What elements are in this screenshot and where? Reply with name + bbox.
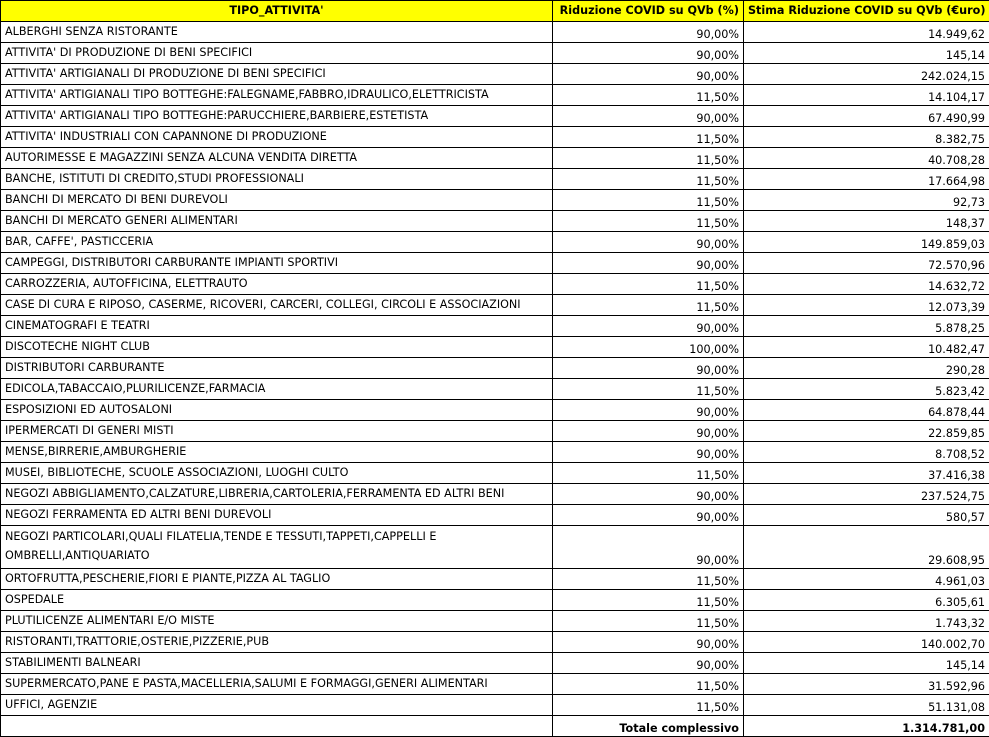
- table-row: [1, 106, 989, 127]
- amount-cell[interactable]: 14.632,72: [744, 274, 989, 295]
- header-activity[interactable]: TIPO_ATTIVITA': [1, 1, 553, 22]
- amount-cell[interactable]: 6.305,61: [744, 590, 989, 611]
- activity-cell[interactable]: RISTORANTI,TRATTORIE,OSTERIE,PIZZERIE,PUB: [1, 632, 553, 653]
- amount-cell[interactable]: 12.073,39: [744, 295, 989, 316]
- table-row: [1, 127, 989, 148]
- activity-cell[interactable]: IPERMERCATI DI GENERI MISTI: [1, 421, 553, 442]
- percent-cell[interactable]: 11,50%: [553, 169, 744, 190]
- amount-cell[interactable]: 237.524,75: [744, 484, 989, 505]
- table-row: [1, 295, 989, 316]
- amount-cell[interactable]: 4.961,03: [744, 569, 989, 590]
- percent-cell[interactable]: 90,00%: [553, 106, 744, 127]
- percent-cell[interactable]: 90,00%: [553, 358, 744, 379]
- amount-cell[interactable]: 29.608,95: [744, 526, 989, 569]
- total-spacer: [1, 716, 553, 737]
- table-row: [1, 211, 989, 232]
- amount-cell[interactable]: 67.490,99: [744, 106, 989, 127]
- percent-cell[interactable]: 11,50%: [553, 85, 744, 106]
- amount-cell[interactable]: 140.002,70: [744, 632, 989, 653]
- total-label[interactable]: Totale complessivo: [553, 716, 744, 737]
- activity-cell[interactable]: STABILIMENTI BALNEARI: [1, 653, 553, 674]
- table-row: [1, 569, 989, 590]
- activity-cell[interactable]: MUSEI, BIBLIOTECHE, SCUOLE ASSOCIAZIONI, LUOGHI CULTO: [1, 463, 553, 484]
- percent-cell[interactable]: 90,00%: [553, 64, 744, 85]
- header-amount[interactable]: Stima Riduzione COVID su QVb (€uro): [744, 1, 989, 22]
- percent-cell[interactable]: 90,00%: [553, 22, 744, 43]
- amount-cell[interactable]: 1.743,32: [744, 611, 989, 632]
- amount-cell[interactable]: 14.104,17: [744, 85, 989, 106]
- percent-cell[interactable]: 90,00%: [553, 400, 744, 421]
- amount-cell[interactable]: 149.859,03: [744, 232, 989, 253]
- activity-cell[interactable]: OSPEDALE: [1, 590, 553, 611]
- table-row: [1, 463, 989, 484]
- activity-cell[interactable]: BANCHI DI MERCATO GENERI ALIMENTARI: [1, 211, 553, 232]
- percent-cell[interactable]: 11,50%: [553, 190, 744, 211]
- activity-cell[interactable]: CASE DI CURA E RIPOSO, CASERME, RICOVERI, CARCERI, COLLEGI, CIRCOLI E ASSOCIAZIONI: [1, 295, 553, 316]
- activity-cell[interactable]: ORTOFRUTTA,PESCHERIE,FIORI E PIANTE,PIZZA AL TAGLIO: [1, 569, 553, 590]
- amount-cell[interactable]: 22.859,85: [744, 421, 989, 442]
- activity-cell[interactable]: ATTIVITA' ARTIGIANALI TIPO BOTTEGHE:PARUCCHIERE,BARBIERE,ESTETISTA: [1, 106, 553, 127]
- table-row: [1, 526, 989, 569]
- activity-cell[interactable]: ATTIVITA' ARTIGIANALI TIPO BOTTEGHE:FALEGNAME,FABBRO,IDRAULICO,ELETTRICISTA: [1, 85, 553, 106]
- amount-cell[interactable]: 5.878,25: [744, 316, 989, 337]
- percent-cell[interactable]: 11,50%: [553, 379, 744, 400]
- amount-cell[interactable]: 17.664,98: [744, 169, 989, 190]
- amount-cell[interactable]: 145,14: [744, 653, 989, 674]
- table-row: [1, 442, 989, 463]
- percent-cell[interactable]: 90,00%: [553, 653, 744, 674]
- activity-cell[interactable]: ATTIVITA' ARTIGIANALI DI PRODUZIONE DI BENI SPECIFICI: [1, 64, 553, 85]
- table-row: [1, 337, 989, 358]
- amount-cell[interactable]: 145,14: [744, 43, 989, 64]
- percent-cell[interactable]: 90,00%: [553, 43, 744, 64]
- amount-cell[interactable]: 8.382,75: [744, 127, 989, 148]
- table-row: [1, 505, 989, 526]
- table-row: [1, 379, 989, 400]
- table-row: [1, 232, 989, 253]
- table-row: [1, 85, 989, 106]
- total-row: [1, 716, 989, 737]
- table-row: [1, 358, 989, 379]
- percent-cell[interactable]: 11,50%: [553, 148, 744, 169]
- table-row: [1, 674, 989, 695]
- percent-cell[interactable]: 90,00%: [553, 316, 744, 337]
- header-percent[interactable]: Riduzione COVID su QVb (%): [553, 1, 744, 22]
- activity-cell[interactable]: NEGOZI ABBIGLIAMENTO,CALZATURE,LIBRERIA,CARTOLERIA,FERRAMENTA ED ALTRI BENI: [1, 484, 553, 505]
- amount-cell[interactable]: 92,73: [744, 190, 989, 211]
- percent-cell[interactable]: 11,50%: [553, 127, 744, 148]
- table-row: [1, 253, 989, 274]
- amount-cell[interactable]: 10.482,47: [744, 337, 989, 358]
- percent-cell[interactable]: 90,00%: [553, 505, 744, 526]
- table-row: [1, 590, 989, 611]
- amount-cell[interactable]: 148,37: [744, 211, 989, 232]
- percent-cell[interactable]: 90,00%: [553, 442, 744, 463]
- header-row: [1, 1, 989, 22]
- amount-cell[interactable]: 64.878,44: [744, 400, 989, 421]
- activity-cell[interactable]: ATTIVITA' DI PRODUZIONE DI BENI SPECIFICI: [1, 43, 553, 64]
- activity-cell[interactable]: UFFICI, AGENZIE: [1, 695, 553, 716]
- activity-cell[interactable]: ALBERGHI SENZA RISTORANTE: [1, 22, 553, 43]
- percent-cell[interactable]: 11,50%: [553, 674, 744, 695]
- percent-cell[interactable]: 11,50%: [553, 274, 744, 295]
- activity-cell[interactable]: BANCHE, ISTITUTI DI CREDITO,STUDI PROFESSIONALI: [1, 169, 553, 190]
- table-row: [1, 43, 989, 64]
- activity-cell[interactable]: NEGOZI PARTICOLARI,QUALI FILATELIA,TENDE E TESSUTI,TAPPETI,CAPPELLI E OMBRELLI,ANTIQUARIATO: [1, 526, 553, 569]
- percent-cell[interactable]: 11,50%: [553, 590, 744, 611]
- amount-cell[interactable]: 290,28: [744, 358, 989, 379]
- activity-cell[interactable]: BAR, CAFFE', PASTICCERIA: [1, 232, 553, 253]
- percent-cell[interactable]: 11,50%: [553, 463, 744, 484]
- activity-cell[interactable]: EDICOLA,TABACCAIO,PLURILICENZE,FARMACIA: [1, 379, 553, 400]
- activity-cell[interactable]: PLUTILICENZE ALIMENTARI E/O MISTE: [1, 611, 553, 632]
- activity-cell[interactable]: CAMPEGGI, DISTRIBUTORI CARBURANTE IMPIANTI SPORTIVI: [1, 253, 553, 274]
- percent-cell[interactable]: 11,50%: [553, 569, 744, 590]
- table-row: [1, 190, 989, 211]
- total-amount[interactable]: 1.314.781,00: [744, 716, 989, 737]
- table-row: [1, 274, 989, 295]
- percent-cell[interactable]: 90,00%: [553, 632, 744, 653]
- table-row: [1, 632, 989, 653]
- activity-cell[interactable]: NEGOZI FERRAMENTA ED ALTRI BENI DUREVOLI: [1, 505, 553, 526]
- table-row: [1, 169, 989, 190]
- table-row: [1, 148, 989, 169]
- percent-cell[interactable]: 11,50%: [553, 211, 744, 232]
- activity-cell[interactable]: SUPERMERCATO,PANE E PASTA,MACELLERIA,SALUMI E FORMAGGI,GENERI ALIMENTARI: [1, 674, 553, 695]
- percent-cell[interactable]: 100,00%: [553, 337, 744, 358]
- activity-cell[interactable]: MENSE,BIRRERIE,AMBURGHERIE: [1, 442, 553, 463]
- activity-cell[interactable]: CARROZZERIA, AUTOFFICINA, ELETTRAUTO: [1, 274, 553, 295]
- table-row: [1, 22, 989, 43]
- amount-cell[interactable]: 40.708,28: [744, 148, 989, 169]
- table-row: [1, 400, 989, 421]
- table-row: [1, 64, 989, 85]
- percent-cell[interactable]: 11,50%: [553, 695, 744, 716]
- amount-cell[interactable]: 242.024,15: [744, 64, 989, 85]
- table-row: [1, 421, 989, 442]
- amount-cell[interactable]: 5.823,42: [744, 379, 989, 400]
- activity-cell[interactable]: DISCOTECHE NIGHT CLUB: [1, 337, 553, 358]
- activity-cell[interactable]: ATTIVITA' INDUSTRIALI CON CAPANNONE DI PRODUZIONE: [1, 127, 553, 148]
- amount-cell[interactable]: 14.949,62: [744, 22, 989, 43]
- percent-cell[interactable]: 90,00%: [553, 232, 744, 253]
- table-row: [1, 653, 989, 674]
- table-row: [1, 611, 989, 632]
- amount-cell[interactable]: 51.131,08: [744, 695, 989, 716]
- percent-cell[interactable]: 11,50%: [553, 295, 744, 316]
- amount-cell[interactable]: 37.416,38: [744, 463, 989, 484]
- amount-cell[interactable]: 580,57: [744, 505, 989, 526]
- percent-cell[interactable]: 90,00%: [553, 526, 744, 569]
- amount-cell[interactable]: 8.708,52: [744, 442, 989, 463]
- percent-cell[interactable]: 11,50%: [553, 611, 744, 632]
- percent-cell[interactable]: 90,00%: [553, 421, 744, 442]
- table-row: [1, 484, 989, 505]
- table-row: [1, 695, 989, 716]
- activity-cell[interactable]: DISTRIBUTORI CARBURANTE: [1, 358, 553, 379]
- amount-cell[interactable]: 31.592,96: [744, 674, 989, 695]
- activity-cell[interactable]: BANCHI DI MERCATO DI BENI DUREVOLI: [1, 190, 553, 211]
- percent-cell[interactable]: 90,00%: [553, 484, 744, 505]
- percent-cell[interactable]: 90,00%: [553, 253, 744, 274]
- activity-cell[interactable]: AUTORIMESSE E MAGAZZINI SENZA ALCUNA VENDITA DIRETTA: [1, 148, 553, 169]
- amount-cell[interactable]: 72.570,96: [744, 253, 989, 274]
- activity-cell[interactable]: CINEMATOGRAFI E TEATRI: [1, 316, 553, 337]
- activity-cell[interactable]: ESPOSIZIONI ED AUTOSALONI: [1, 400, 553, 421]
- table-row: [1, 316, 989, 337]
